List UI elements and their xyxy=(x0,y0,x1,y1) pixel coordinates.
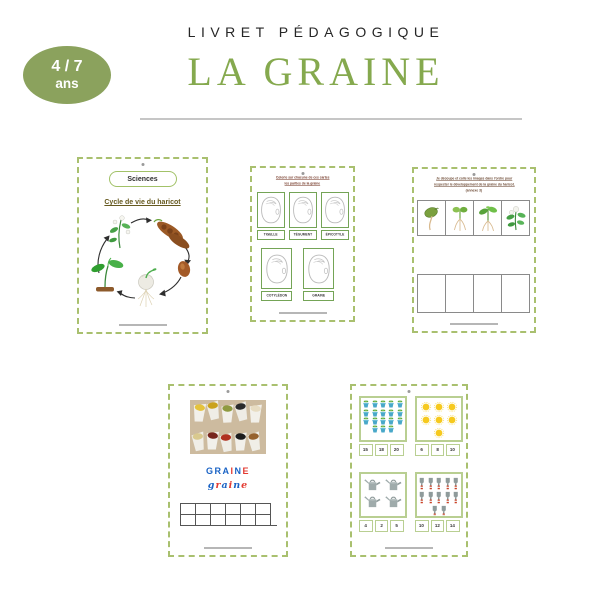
pot-sprout-icon xyxy=(371,409,379,417)
seed-drawing xyxy=(257,192,285,228)
growth-stage-sprout xyxy=(445,200,474,236)
seed-part-label: COTYLÉDON xyxy=(261,291,292,301)
page-mark xyxy=(473,173,476,176)
cans-answers xyxy=(359,520,407,532)
pot-sprout-icon xyxy=(371,417,379,425)
booklet-kicker: LIVRET PÉDAGOGIQUE xyxy=(187,24,445,40)
footer-credit xyxy=(204,547,252,549)
vocab-word-caps xyxy=(170,466,286,476)
page-thumb-vocabulary xyxy=(168,384,288,557)
pots-answers xyxy=(359,444,407,456)
shovels-answers xyxy=(415,520,463,532)
footer-credit xyxy=(279,312,327,314)
seed-card xyxy=(321,192,349,240)
seed-part-label: ÉPICOTYLE xyxy=(321,230,349,240)
vocab-word-cursive xyxy=(170,480,286,491)
footer-credit xyxy=(385,547,433,549)
grid-cell xyxy=(196,514,211,525)
seed-part-label: GRAINE xyxy=(303,291,334,301)
growth-stage-seed xyxy=(417,200,446,236)
pot-sprout-icon xyxy=(371,425,379,433)
seed-drawing xyxy=(321,192,349,228)
pot-sprout-icon xyxy=(379,425,387,433)
seed-part-label: TIGELLE xyxy=(257,230,285,240)
counting-card-pots xyxy=(359,396,407,456)
grid-cell xyxy=(226,503,241,514)
cutout-box xyxy=(445,274,474,313)
sun-icon xyxy=(446,401,458,413)
trowel-icon xyxy=(418,477,426,490)
letter: r xyxy=(215,480,222,491)
trowel-icon xyxy=(427,477,435,490)
age-range: 4 / 7 xyxy=(51,58,83,76)
grid-cell xyxy=(211,514,226,525)
page-mark xyxy=(301,172,304,175)
letter: g xyxy=(207,480,216,491)
sun-icon xyxy=(446,414,458,426)
sun-icon xyxy=(433,427,445,439)
sun-icon xyxy=(433,414,445,426)
cycle-diagram-svg xyxy=(84,210,202,312)
letter: E xyxy=(242,466,251,476)
answer-box: 8 xyxy=(431,444,445,456)
grid-cell xyxy=(181,514,196,525)
grid-cell xyxy=(196,503,211,514)
grid-cell xyxy=(181,503,196,514)
age-badge xyxy=(23,46,111,104)
cutout-box xyxy=(501,274,530,313)
pot-sprout-icon xyxy=(379,400,387,408)
counting-card-shovels xyxy=(415,472,463,532)
pot-sprout-icon xyxy=(362,400,370,408)
seeds-photo xyxy=(190,400,266,454)
writing-grid xyxy=(180,503,277,526)
subject-pill xyxy=(109,171,177,187)
cans-panel xyxy=(359,472,407,518)
pot-sprout-icon xyxy=(387,400,395,408)
seed-part-label: TÉGUMENT xyxy=(289,230,317,240)
cycle-title: Cycle de vie du haricot xyxy=(104,199,181,206)
growth-stage-flowering xyxy=(501,200,530,236)
answer-box: 15 xyxy=(359,444,373,456)
pot-sprout-icon xyxy=(371,400,379,408)
seed-drawing xyxy=(261,248,292,289)
seed-drawing xyxy=(289,192,317,228)
seed-card xyxy=(289,192,317,240)
answer-box: 12 xyxy=(431,520,445,532)
seed-card xyxy=(261,248,292,301)
answer-box: 10 xyxy=(415,520,429,532)
watering-can-icon xyxy=(384,477,403,492)
trowel-icon xyxy=(427,491,435,504)
grid-cell xyxy=(256,503,271,514)
shovels-panel xyxy=(415,472,463,518)
trowel-icon xyxy=(435,477,443,490)
footer-credit xyxy=(450,323,498,325)
trowel-icon xyxy=(440,505,448,518)
seed-drawing xyxy=(303,248,334,289)
answer-box: 5 xyxy=(390,520,404,532)
letter: n xyxy=(233,480,242,491)
pot-sprout-icon xyxy=(396,409,404,417)
answer-box: 2 xyxy=(375,520,389,532)
letter: e xyxy=(241,480,249,491)
page-thumb-sciences xyxy=(77,157,208,334)
grid-cell xyxy=(256,514,271,525)
letter: G xyxy=(205,466,215,476)
pot-sprout-icon xyxy=(379,417,387,425)
booklet-title: LA GRAINE xyxy=(187,49,445,94)
age-unit: ans xyxy=(55,76,79,92)
suns-answers xyxy=(415,444,463,456)
suns-panel xyxy=(415,396,463,442)
pot-sprout-icon xyxy=(387,417,395,425)
grid-cell xyxy=(226,514,241,525)
bean-life-cycle-diagram xyxy=(84,210,202,312)
trowel-icon xyxy=(452,491,460,504)
pot-sprout-icon xyxy=(362,417,370,425)
trowel-icon xyxy=(435,491,443,504)
cutout-box xyxy=(473,274,502,313)
growth-stage-strip xyxy=(414,200,534,236)
watering-can-icon xyxy=(363,477,382,492)
answer-box: 18 xyxy=(375,444,389,456)
trowel-icon xyxy=(431,505,439,518)
grid-cell xyxy=(211,503,226,514)
letter: A xyxy=(222,466,231,476)
cutout-box xyxy=(417,274,446,313)
trowel-icon xyxy=(452,477,460,490)
answer-box: 6 xyxy=(415,444,429,456)
pot-sprout-icon xyxy=(387,425,395,433)
trowel-icon xyxy=(444,477,452,490)
sun-icon xyxy=(420,414,432,426)
parts-instruction-line2: les parties de la graine xyxy=(284,182,321,186)
trowel-icon xyxy=(444,491,452,504)
seed-card xyxy=(303,248,334,301)
counting-card-suns xyxy=(415,396,463,456)
cutout-answer-strip xyxy=(414,274,534,313)
pot-sprout-icon xyxy=(362,409,370,417)
letter: I xyxy=(230,466,235,476)
sun-icon xyxy=(420,401,432,413)
answer-box: 10 xyxy=(446,444,460,456)
page-mark xyxy=(408,390,411,393)
header-divider xyxy=(140,118,522,120)
page-thumb-counting xyxy=(350,384,468,557)
letter: i xyxy=(228,480,234,491)
page-thumb-seed-parts xyxy=(250,166,355,322)
parts-instruction-line1: Colorie sur chacune de ces cartes xyxy=(275,176,330,180)
sun-icon xyxy=(433,401,445,413)
order-instruction-line3: (annexe 3) xyxy=(465,189,483,193)
counting-card-cans xyxy=(359,472,407,532)
letter: R xyxy=(214,466,223,476)
pot-sprout-icon xyxy=(396,400,404,408)
seed-cards-top-row xyxy=(252,192,353,240)
page-mark xyxy=(227,390,230,393)
page-thumb-growth-order xyxy=(412,167,536,333)
page-mark xyxy=(141,163,144,166)
pot-sprout-icon xyxy=(379,409,387,417)
answer-box: 20 xyxy=(390,444,404,456)
seed-cards-bottom-row xyxy=(252,248,353,301)
growth-stage-seedling xyxy=(473,200,502,236)
pots-panel xyxy=(359,396,407,442)
seed-card xyxy=(257,192,285,240)
subject-label: Sciences xyxy=(127,175,158,183)
order-instruction-line1: Je découpe et colle les images dans l'ordre pour xyxy=(435,177,513,181)
answer-box: 4 xyxy=(359,520,373,532)
grid-cell xyxy=(241,514,256,525)
letter: N xyxy=(234,466,243,476)
trowel-icon xyxy=(418,491,426,504)
pot-sprout-icon xyxy=(387,409,395,417)
pot-sprout-icon xyxy=(396,417,404,425)
letter: a xyxy=(221,480,229,491)
footer-credit xyxy=(119,324,167,326)
grid-cell xyxy=(241,503,256,514)
watering-can-icon xyxy=(363,494,382,509)
header xyxy=(133,24,499,95)
order-instruction-line2: respecter le développement de la graine du haricot. xyxy=(433,183,515,187)
answer-box: 14 xyxy=(446,520,460,532)
watering-can-icon xyxy=(384,494,403,509)
